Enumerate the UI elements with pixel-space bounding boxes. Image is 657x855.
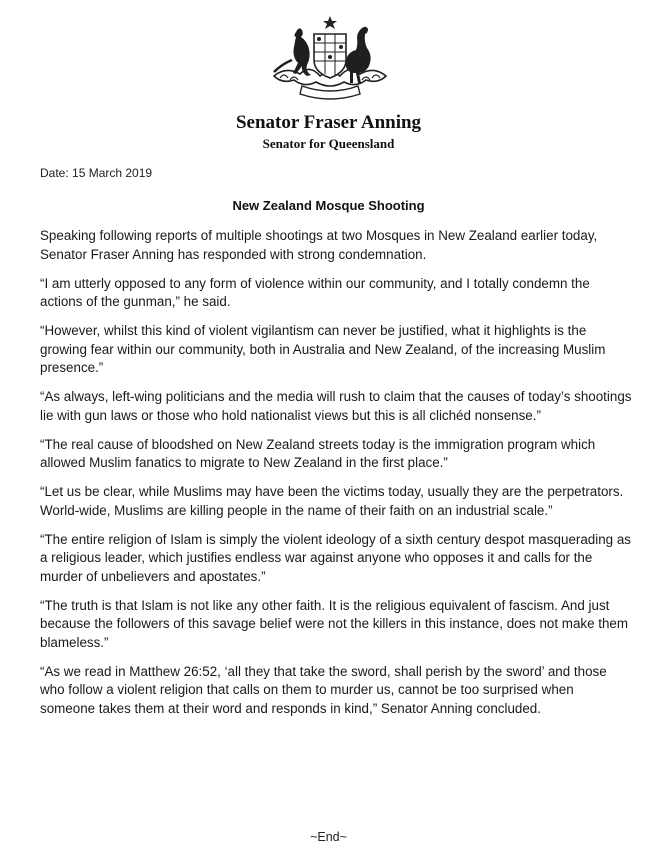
paragraph: “Let us be clear, while Muslims may have been the victims today, usually they are the perpetrators. World-wide, Muslims are killing people in the name of their faith on an industrial scale.” [40,484,624,518]
paragraph: “The real cause of bloodshed on New Zealand streets today is the immigration program which allowed Muslim fanatics to migrate to New Zealand in the first place.” [40,436,596,470]
document-title: New Zealand Mosque Shooting [232,198,425,213]
paragraph: “The truth is that Islam is not like any other faith. It is the religious equivalent of fascism. And just because the followers of this savage belief were not the killers in this instance, does not make them blameless.” [40,597,629,650]
paragraph: “The entire religion of Islam is simply the violent ideology of a sixth century despot masquerading as a religious leader, which justifies endless war against anyone who opposes it and calls for the murder of unbelievers and apostates.” [40,531,631,584]
paragraph: “However, whilst this kind of violent vigilantism can never be justified, what it highlights is the growing fear within our community, both in Australia and New Zealand, of the increasing Muslim presence.” [40,323,606,375]
senator-name: Senator Fraser Anning [235,112,422,133]
australian-coat-of-arms-icon [266,14,394,104]
paragraph: “As always, left-wing politicians and the media will rush to claim that the causes of today’s shootings lie with gun laws or those who hold nationalist views but this is all clichéd nonsense.” [40,389,632,423]
paragraph: Speaking following reports of multiple shootings at two Mosques in New Zealand earlier today, Senator Fraser Anning has responded with strong condemnation. [40,228,598,262]
senator-subtitle: Senator for Queensland [262,136,395,151]
paragraph: “As we read in Matthew 26:52, ‘all they that take the sword, shall perish by the sword’ and those who follow a violent religion that calls on them to murder us, cannot be too surprised when someone takes them at their word and responds in kind,” Senator Anning concluded. [40,663,607,716]
end-mark: ~End~ [310,830,347,844]
release-date: Date: 15 March 2019 [40,166,153,180]
paragraph: “I am utterly opposed to any form of violence within our community, and I totally condemn the actions of the gunman,” he said. [40,275,590,309]
document-body [40,227,632,729]
